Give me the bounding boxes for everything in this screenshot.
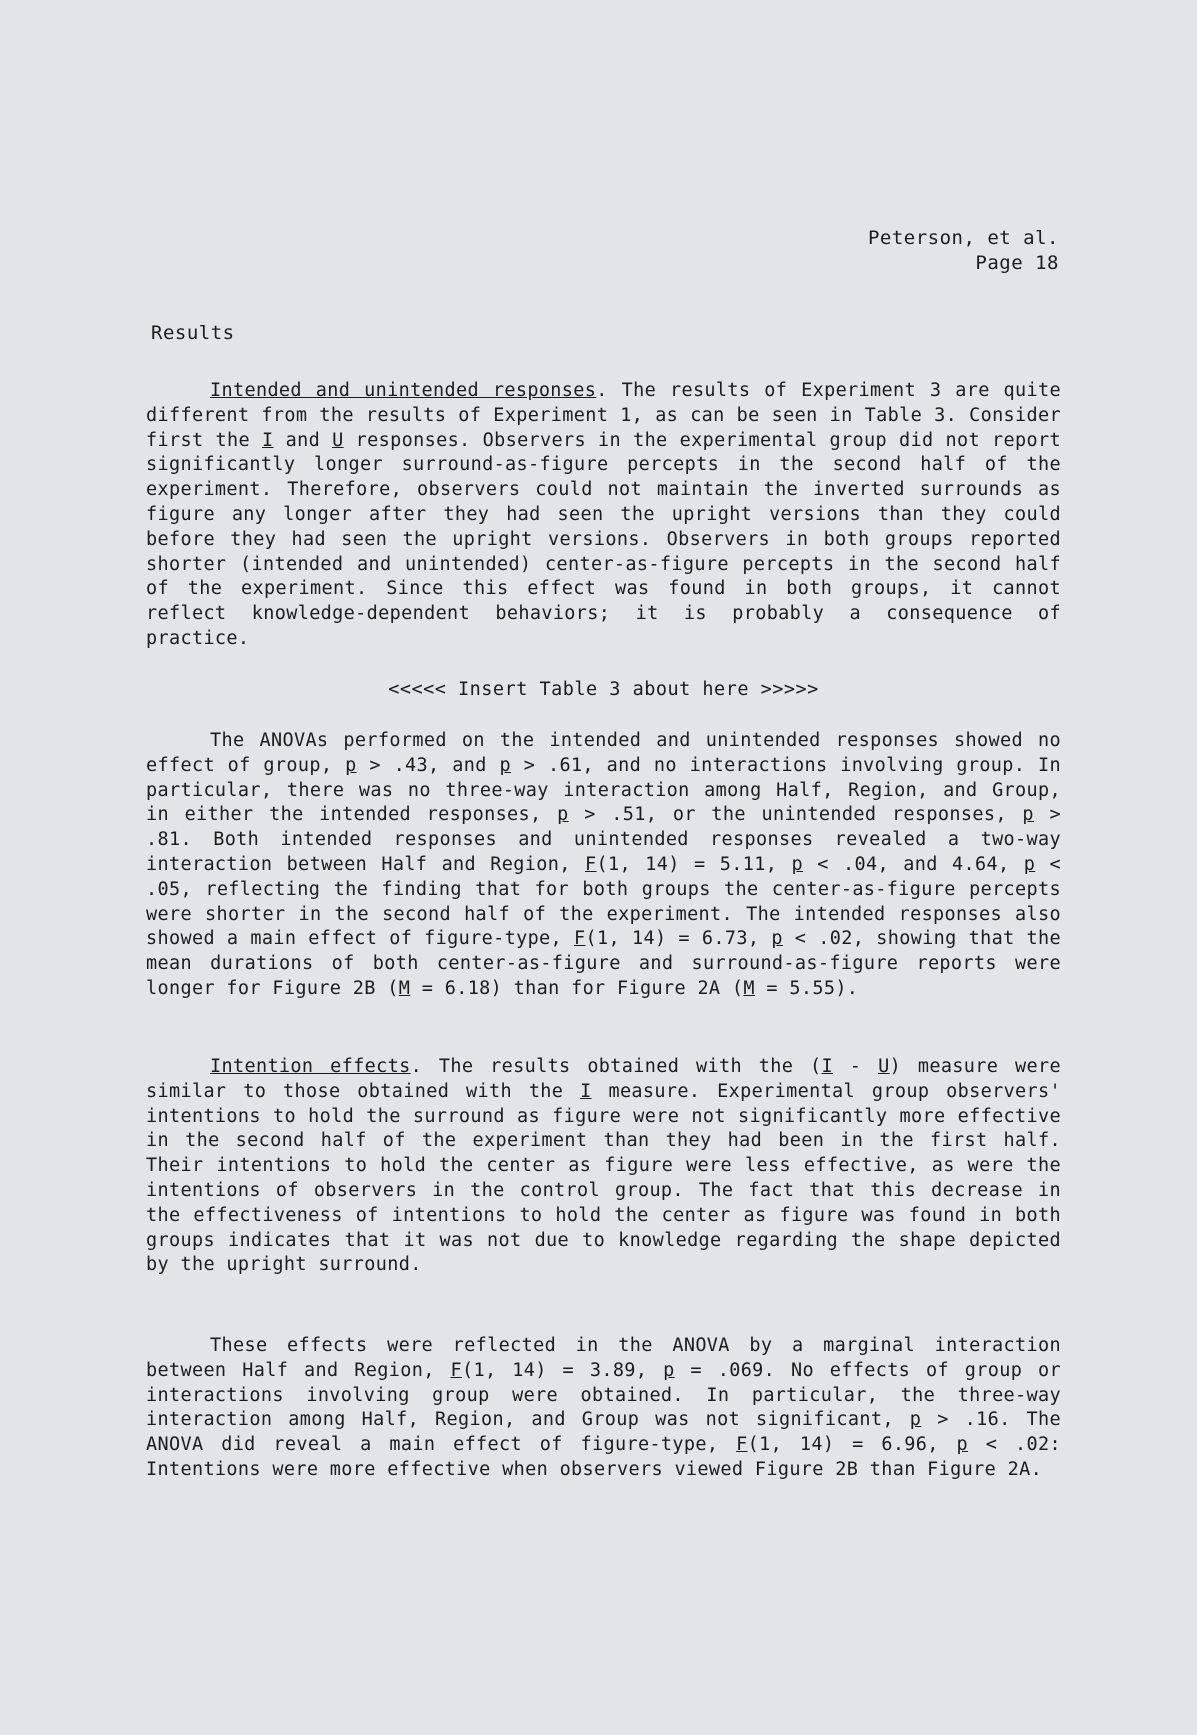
underlined-term: p	[1023, 853, 1036, 875]
underlined-term: F	[450, 1359, 462, 1381]
text-segment: > .43, and	[356, 754, 500, 776]
header-page-number: Page 18	[975, 252, 1059, 274]
underlined-term: I	[262, 429, 274, 451]
underlined-term: F	[736, 1434, 748, 1456]
underlined-term: p	[791, 853, 803, 875]
text-segment: responses. Observers in the experimental group did not report significantly longer surround-as-figure percepts in the second half of the experiment. Therefore, observers could not maintain the inverted surrounds as figure any longer after they had seen the upright versions than they could before they had seen the upright versions. Observers in both groups reported shorter (intended and unintended) center-as-figure percepts in the second half of the experiment. Since this effect was found in both groups, it cannot reflect knowledge-dependent behaviors; it is probably a consequence of practice.	[146, 429, 1061, 649]
underlined-term: U	[332, 429, 344, 451]
text-segment: (1, 14) = 6.96,	[747, 1434, 957, 1456]
text-segment: > .81. Both intended responses and unintended responses revealed a two-way interaction between Half and Region,	[146, 804, 1062, 875]
underlined-term: I	[580, 1080, 592, 1102]
text-segment: < .05, reflecting the finding that for both groups the center-as-figure percepts were shorter in the second half of the experiment. The intended responses also showed a main effect of figure-type,	[146, 853, 1061, 950]
text-segment: measure. Experimental group observers' intentions to hold the surround as figure were not significantly more effective in the second half of the experiment than they had been in the first half. Their intentions to hold the center as figure were less effective, as were the intentions of observers in the control group. The fact that this decrease in the effectiveness of intentions to hold the center as figure was found in both groups indicates that it was not due to knowledge regarding the shape depicted by the upright surround.	[146, 1080, 1062, 1276]
underlined-term: p	[557, 804, 569, 826]
underlined-term: I	[821, 1056, 833, 1077]
underlined-term: p	[909, 1409, 922, 1431]
text-segment: = 5.55).	[754, 977, 859, 999]
underlined-term: M	[743, 977, 755, 999]
text-segment: < .02: Intentions were more effective when observers viewed Figure 2B than Figure 2A.	[146, 1434, 1061, 1480]
paragraph-intention-effects	[146, 1055, 1061, 1278]
header-author: Peterson, et al.	[867, 227, 1059, 249]
text-segment: = 6.18) than for Figure 2A (	[410, 977, 744, 999]
paragraph	[146, 729, 1061, 1002]
underlined-term: F	[585, 853, 597, 875]
text-segment: . The results obtained with the (	[410, 1056, 822, 1077]
text-segment: > .61, and no interactions involving group. In particular, there was no three-way interaction among Half, Region, and Group, in either the intended responses,	[146, 754, 1062, 826]
underlined-term: p	[956, 1434, 969, 1456]
paragraph	[146, 1055, 1061, 1278]
page-header	[868, 226, 1059, 276]
underlined-term: p	[499, 754, 511, 776]
paragraph	[146, 379, 1061, 652]
underlined-term: M	[398, 977, 411, 999]
paragraph-intended-responses	[146, 379, 1061, 652]
text-segment: > .51, or the unintended responses,	[568, 804, 1023, 826]
paragraph-heading: Intention effects	[210, 1056, 411, 1077]
paragraph-anova-intended	[146, 729, 1061, 1002]
underlined-term: p	[771, 928, 783, 950]
underlined-term: F	[574, 928, 586, 950]
text-segment: These effects were reflected in the ANOVA by a marginal interaction between Half and Region,	[146, 1335, 1061, 1381]
text-segment: (1, 14) = 6.73,	[585, 928, 772, 950]
text-segment: -	[833, 1056, 879, 1077]
underlined-term: p	[1022, 804, 1034, 826]
text-segment: > .16. The ANOVA did reveal a main effect of figure-type,	[146, 1409, 1061, 1456]
underlined-term: p	[663, 1359, 675, 1381]
text-segment: (1, 14) = 3.89,	[462, 1359, 664, 1381]
paragraph	[146, 1334, 1061, 1483]
text-segment: < .04, and 4.64,	[802, 853, 1024, 875]
text-segment: and	[273, 429, 333, 451]
underlined-term: U	[878, 1056, 890, 1077]
text-segment: The ANOVAs performed on the intended and unintended responses showed no effect of group,	[146, 730, 1061, 776]
text-segment: . The results of Experiment 3 are quite different from the results of Experiment 1, as can be seen in Table 3. Consider first the	[146, 380, 1061, 451]
paragraph-anova-intention	[146, 1334, 1061, 1483]
section-title: Results	[151, 322, 235, 344]
insert-table-note: <<<<< Insert Table 3 about here >>>>>	[388, 679, 819, 700]
text-segment: = .069. No effects of group or interactions involving group were obtained. In particular, the three-way interaction among Half, Region, and Group was not significant,	[146, 1359, 1061, 1431]
text-segment: (1, 14) = 5.11,	[596, 853, 792, 875]
underlined-term: p	[345, 754, 357, 776]
text-segment: < .02, showing that the mean durations of both center-as-figure and surround-as-figure reports were longer for Figure 2B (	[146, 928, 1062, 999]
text-segment: ) measure were similar to those obtained with the	[146, 1056, 1061, 1102]
paragraph-heading: Intended and unintended responses	[210, 380, 597, 401]
